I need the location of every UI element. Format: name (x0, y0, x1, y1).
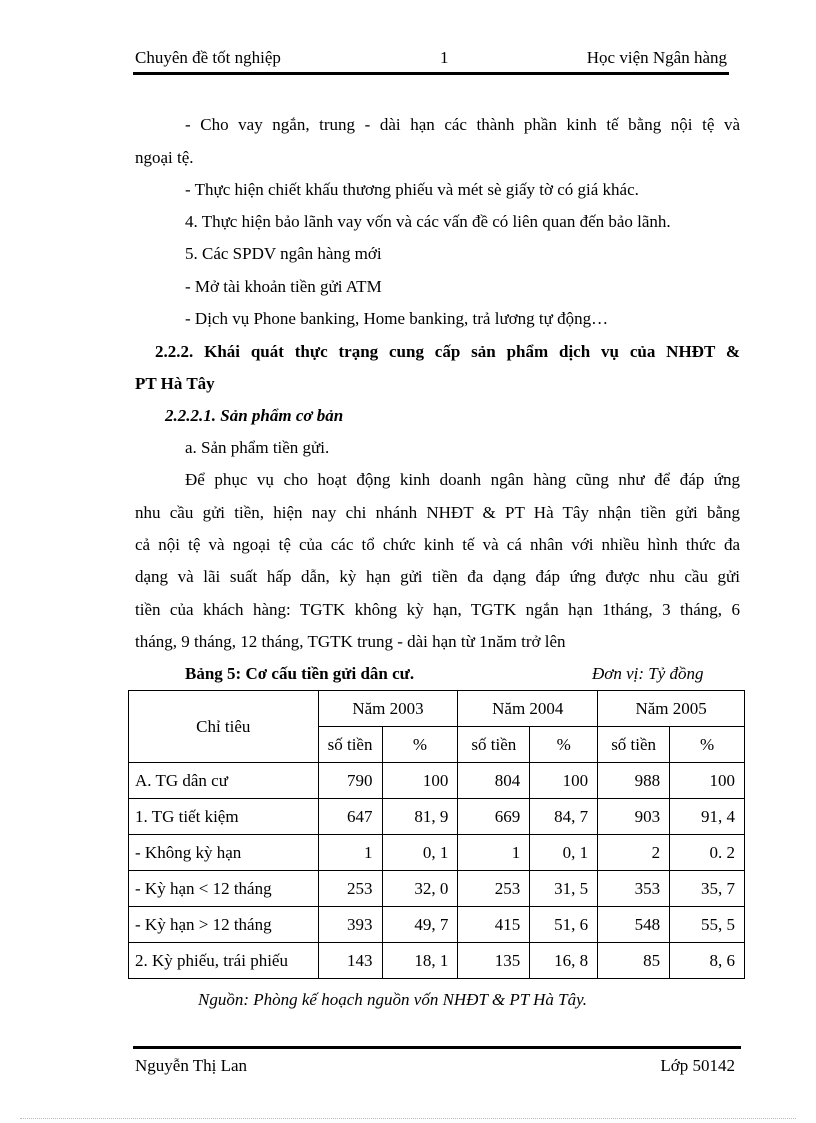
cell: 84, 7 (530, 799, 598, 835)
table-row (129, 943, 745, 979)
cell: 135 (458, 943, 530, 979)
cell: 32, 0 (382, 871, 458, 907)
cell: 669 (458, 799, 530, 835)
deposit-table (128, 690, 745, 979)
cell: 100 (670, 763, 745, 799)
sub-header-percent: % (530, 727, 598, 763)
cell: 548 (598, 907, 670, 943)
cell: 1 (458, 835, 530, 871)
cell: 393 (318, 907, 382, 943)
sub-header-amount: số tiền (598, 727, 670, 763)
page-bottom-dotted-line (20, 1118, 796, 1119)
paragraph-line: tiền của khách hàng: TGTK không kỳ hạn, TGTK ngắn hạn 1tháng, 3 tháng, 6 (135, 600, 740, 619)
section-heading: 2.2.2. Khái quát thực trạng cung cấp sản phẩm dịch vụ của NHĐT & (155, 342, 740, 361)
body-line: 5. Các SPDV ngân hàng mới (185, 244, 382, 263)
paragraph-line: dạng và lãi suất hấp dẫn, kỳ hạn gửi tiền đa dạng đáp ứng được nhu cầu gửi (135, 567, 740, 586)
sub-header-percent: % (670, 727, 745, 763)
cell: 100 (530, 763, 598, 799)
cell: 0, 1 (382, 835, 458, 871)
cell: 35, 7 (670, 871, 745, 907)
paragraph-line: cả nội tệ và ngoại tệ của các tổ chức kinh tế và cá nhân với nhiều hình thức đa (135, 535, 740, 554)
cell: 0, 1 (530, 835, 598, 871)
paragraph-line: tháng, 9 tháng, 12 tháng, TGTK trung - dài hạn từ 1năm trở lên (135, 632, 566, 651)
body-line: a. Sản phẩm tiền gửi. (185, 438, 330, 457)
body-line: - Dịch vụ Phone banking, Home banking, trả lương tự động… (185, 309, 609, 328)
header-rule (133, 72, 729, 75)
footer-class: Lớp 50142 (660, 1056, 735, 1075)
year-header: Năm 2003 (318, 691, 458, 727)
cell: 1 (318, 835, 382, 871)
cell: 253 (458, 871, 530, 907)
cell: 8, 6 (670, 943, 745, 979)
row-label: 1. TG tiết kiệm (129, 799, 319, 835)
table-caption: Bảng 5: Cơ cấu tiền gửi dân cư. (185, 664, 415, 683)
table-source: Nguồn: Phòng kế hoạch nguồn vốn NHĐT & PT Hà Tây. (198, 990, 587, 1009)
subsection-heading: 2.2.2.1. Sản phẩm cơ bản (165, 406, 344, 425)
sub-header-amount: số tiền (318, 727, 382, 763)
cell: 81, 9 (382, 799, 458, 835)
cell: 51, 6 (530, 907, 598, 943)
sub-header-amount: số tiền (458, 727, 530, 763)
paragraph-line: Để phục vụ cho hoạt động kinh doanh ngân hàng cũng như để đáp ứng (185, 470, 740, 489)
page-header (135, 48, 727, 72)
cell: 0. 2 (670, 835, 745, 871)
row-label: 2. Kỳ phiếu, trái phiếu (129, 943, 319, 979)
body-line: - Mở tài khoản tiền gửi ATM (185, 277, 382, 296)
footer-rule (133, 1046, 741, 1049)
page-number: 1 (440, 48, 449, 67)
cell: 55, 5 (670, 907, 745, 943)
header-left: Chuyên đề tốt nghiệp (135, 48, 281, 67)
cell: 903 (598, 799, 670, 835)
body-line: 4. Thực hiện bảo lãnh vay vốn và các vấn đề có liên quan đến bảo lãnh. (185, 212, 671, 231)
cell: 647 (318, 799, 382, 835)
body-line: - Cho vay ngắn, trung - dài hạn các thành phần kinh tế bằng nội tệ và (185, 115, 740, 134)
cell: 91, 4 (670, 799, 745, 835)
table-row (129, 799, 745, 835)
table-row (129, 907, 745, 943)
body-line: ngoại tệ. (135, 148, 194, 167)
cell: 988 (598, 763, 670, 799)
cell: 790 (318, 763, 382, 799)
cell: 804 (458, 763, 530, 799)
cell: 353 (598, 871, 670, 907)
cell: 253 (318, 871, 382, 907)
row-label: - Không kỳ hạn (129, 835, 319, 871)
cell: 18, 1 (382, 943, 458, 979)
cell: 2 (598, 835, 670, 871)
cell: 49, 7 (382, 907, 458, 943)
cell: 143 (318, 943, 382, 979)
row-label: A. TG dân cư (129, 763, 319, 799)
paragraph-line: nhu cầu gửi tiền, hiện nay chi nhánh NHĐT & PT Hà Tây nhận tiền gửi bằng (135, 503, 740, 522)
table-row (129, 763, 745, 799)
cell: 16, 8 (530, 943, 598, 979)
body-line: - Thực hiện chiết khấu thương phiếu và mét sè giấy tờ có giá khác. (185, 180, 639, 199)
year-header: Năm 2005 (598, 691, 745, 727)
year-header: Năm 2004 (458, 691, 598, 727)
row-label: - Kỳ hạn < 12 tháng (129, 871, 319, 907)
cell: 415 (458, 907, 530, 943)
table-row (129, 835, 745, 871)
cell: 31, 5 (530, 871, 598, 907)
row-label: - Kỳ hạn > 12 tháng (129, 907, 319, 943)
table-unit: Đơn vị: Tỷ đồng (592, 664, 704, 683)
section-heading-cont: PT Hà Tây (135, 374, 215, 393)
footer-author: Nguyễn Thị Lan (135, 1056, 248, 1075)
sub-header-percent: % (382, 727, 458, 763)
row-header-cell: Chỉ tiêu (129, 691, 319, 763)
table-row (129, 871, 745, 907)
cell: 85 (598, 943, 670, 979)
header-right: Học viện Ngân hàng (586, 48, 727, 67)
cell: 100 (382, 763, 458, 799)
